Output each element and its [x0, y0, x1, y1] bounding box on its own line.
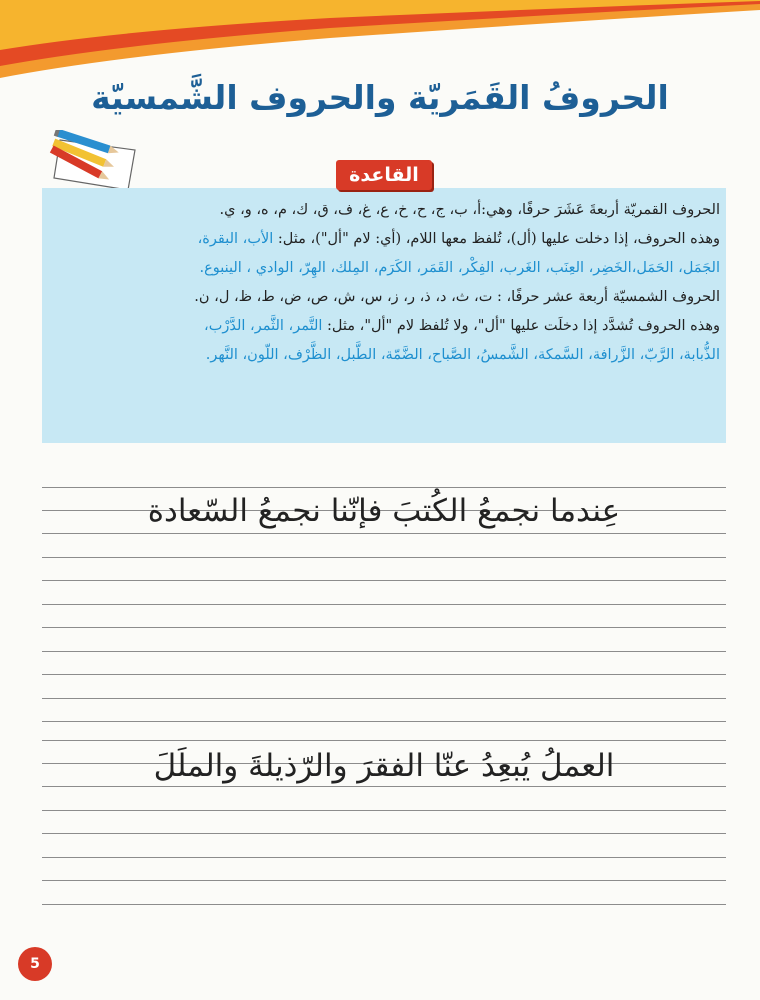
rule-line	[48, 341, 720, 370]
rule-line	[48, 196, 720, 225]
example-words: التَّمر، الثَّمر، الدَّرْب،	[204, 318, 323, 334]
rule-text	[48, 196, 720, 370]
rule-sentence: الحروف القمريّة أربعةَ عَشَرَ حرفًا، وهي:أ، ب، ج، ح، خ، ع، غ، ف، ق، ك، م، ه، و، ي.	[219, 202, 720, 218]
rule-line	[48, 312, 720, 341]
page-title: الحروفُ القَمَريّة والحروف الشَّمسيّة	[91, 78, 669, 117]
example-words: الأب، البقرة،	[197, 231, 274, 247]
handwriting-sentence-2: العملُ يُبعِدُ عنّا الفقرَ والرّذيلةَ والملَلَ	[153, 748, 615, 784]
rule-line	[48, 254, 720, 283]
handwriting-sentence-1: عِندما نجمعُ الكُتبَ فإنّنا نجمعُ السّعادة	[147, 493, 621, 529]
page-number: 5	[18, 947, 52, 981]
rule-label: القاعدة	[336, 160, 432, 190]
top-banner-decoration	[0, 0, 760, 80]
rule-sentence: الحروف الشمسيّة أربعة عشر حرفًا، : ت، ث، د، ذ، ر، ز، س، ش، ص، ض، ط، ظ، ل، ن.	[194, 289, 720, 305]
rule-line	[48, 225, 720, 254]
rule-sentence: وهذه الحروف، إذا دخلت عليها (أل)، تُلفظ معها اللام، (أي: لام "أل")، مثل:	[273, 231, 720, 247]
rule-line	[48, 283, 720, 312]
example-words: الجَمَل، الحَمَل،الخَضِر، العِنَب، الغَرب، الفِكْر، القَمَر، الكَرَم، المِلك، الهِرّ، الوادي ، الينبوع.	[199, 260, 720, 276]
rule-sentence: وهذه الحروف تُشدَّد إذا دخلَت عليها "أل"، ولا تُلفظ لام "أل"، مثل:	[322, 318, 720, 334]
example-words: الذُّبابة، الرَّبّ، الزَّرافة، السَّمكة، الشَّمسُ، الصَّباح، الضَّمّة، الطَّبل، الظَّرْف، اللّون، النَّهر.	[205, 347, 720, 363]
